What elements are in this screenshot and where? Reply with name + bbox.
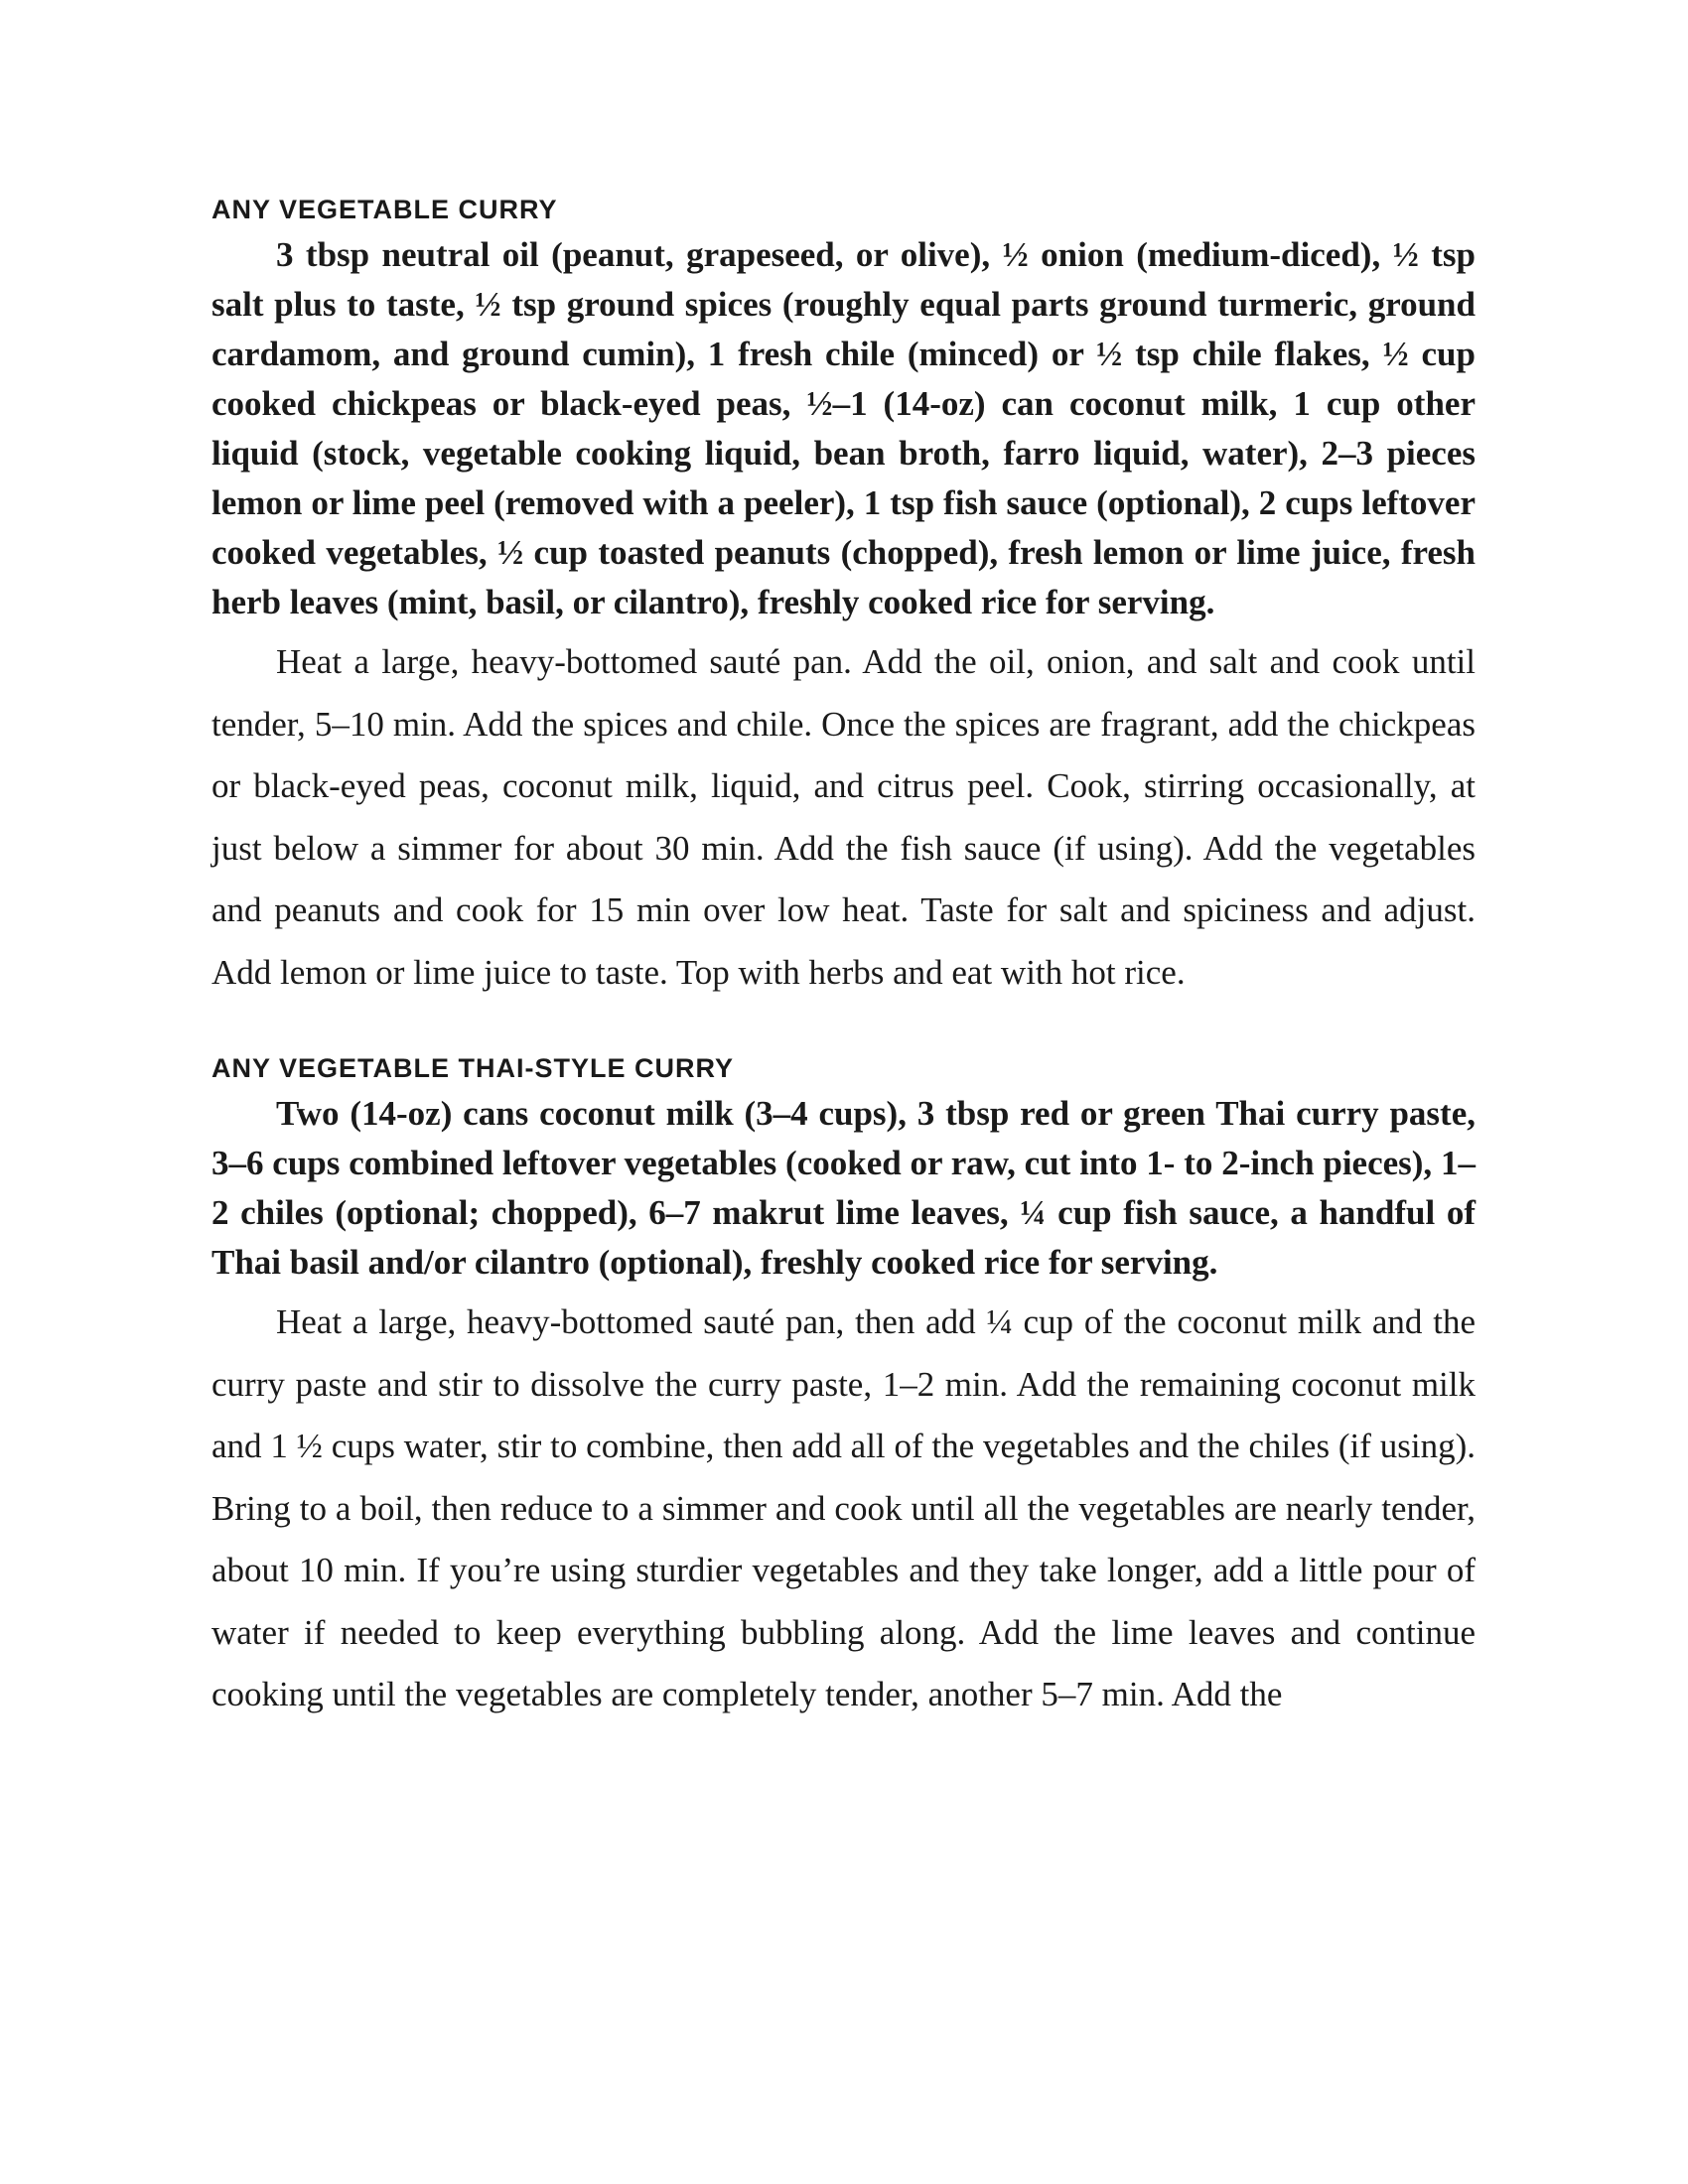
page-content <box>211 189 1476 1726</box>
recipe-title: ANY VEGETABLE THAI-STYLE CURRY <box>211 1053 735 1083</box>
recipe-method: Heat a large, heavy-bottomed sauté pan. Add the oil, onion, and salt and cook until tender, 5–10 min. Add the spices and chile. Once the spices are fragrant, add the chickpeas or black-eyed peas, coconut milk, liquid, and citrus peel. Cook, stirring occasionally, at just below a simmer for about 30 min. Add the fish sauce (if using). Add the vegetables and peanuts and cook for 15 min over low heat. Taste for salt and spiciness and adjust. Add lemon or lime juice to taste. Top with herbs and eat with hot rice. <box>211 642 1476 992</box>
recipe-any-vegetable-thai-style-curry <box>211 1047 1476 1726</box>
recipe-any-vegetable-curry <box>211 189 1476 1004</box>
recipe-method: Heat a large, heavy-bottomed sauté pan, then add ¼ cup of the coconut milk and the curry paste and stir to dissolve the curry paste, 1–2 min. Add the remaining coconut milk and 1 ½ cups water, stir to combine, then add all of the vegetables and the chiles (if using). Bring to a boil, then reduce to a simmer and cook until all the vegetables are nearly tender, about 10 min. If you’re using sturdier vegetables and they take longer, add a little pour of water if needed to keep everything bubbling along. Add the lime leaves and continue cooking until the vegetables are completely tender, another 5–7 min. Add the <box>211 1302 1476 1713</box>
recipe-title: ANY VEGETABLE CURRY <box>211 195 558 224</box>
recipe-ingredients: Two (14-oz) cans coconut milk (3–4 cups), 3 tbsp red or green Thai curry paste, 3–6 cups combined leftover vegetables (cooked or raw, cut into 1- to 2-inch pieces), 1–2 chiles (optional; chopped), 6–7 makrut lime leaves, ¼ cup fish sauce, a handful of Thai basil and/or cilantro (optional), freshly cooked rice for serving. <box>211 1094 1476 1282</box>
recipe-ingredients: 3 tbsp neutral oil (peanut, grapeseed, or olive), ½ onion (medium-diced), ½ tsp salt plus to taste, ½ tsp ground spices (roughly equal parts ground turmeric, ground cardamom, and ground cumin), 1 fresh chile (minced) or ½ tsp chile flakes, ½ cup cooked chickpeas or black-eyed peas, ½–1 (14-oz) can coconut milk, 1 cup other liquid (stock, vegetable cooking liquid, bean broth, farro liquid, water), 2–3 pieces lemon or lime peel (removed with a peeler), 1 tsp fish sauce (optional), 2 cups leftover cooked vegetables, ½ cup toasted peanuts (chopped), fresh lemon or lime juice, fresh herb leaves (mint, basil, or cilantro), freshly cooked rice for serving. <box>211 235 1476 621</box>
